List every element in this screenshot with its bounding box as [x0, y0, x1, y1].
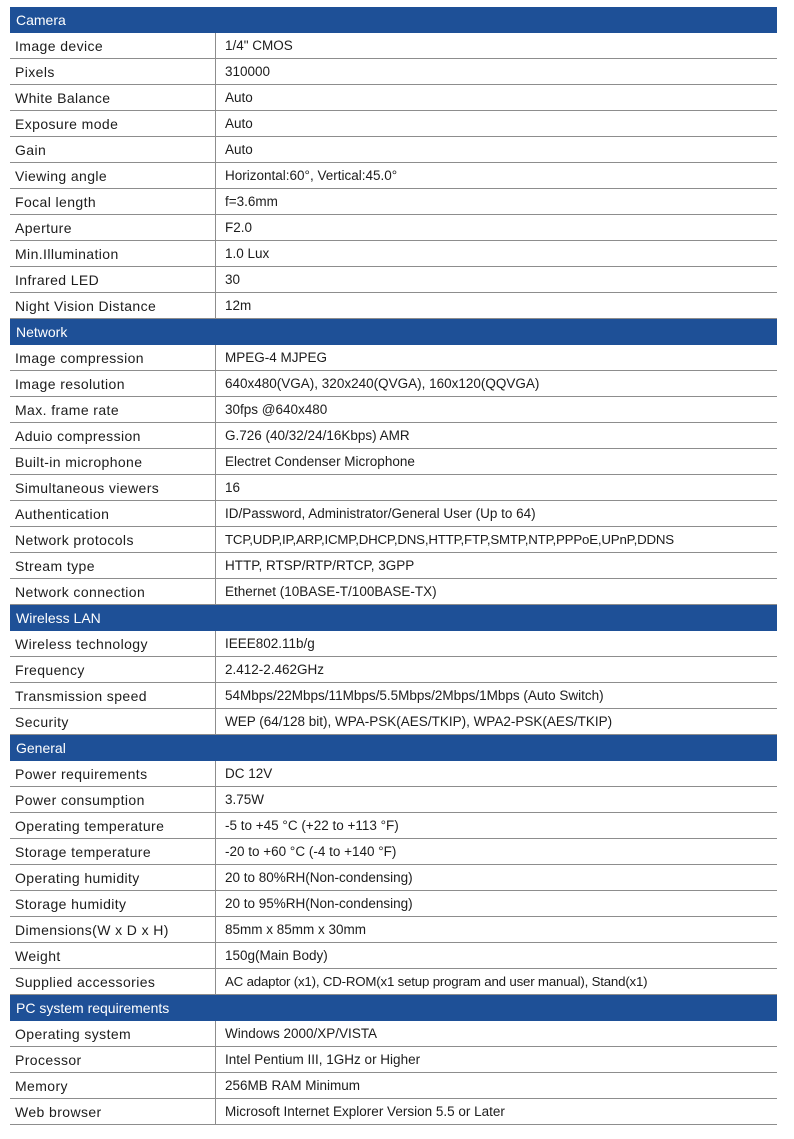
spec-label: Simultaneous viewers	[10, 475, 216, 500]
spec-value: Auto	[225, 116, 253, 131]
spec-row	[10, 917, 777, 943]
spec-value: Microsoft Internet Explorer Version 5.5 or Later	[225, 1104, 505, 1119]
spec-value: -5 to +45 °C (+22 to +113 °F)	[225, 818, 399, 833]
spec-row	[10, 241, 777, 267]
spec-row	[10, 85, 777, 111]
section-general	[10, 735, 777, 995]
spec-value: IEEE802.11b/g	[225, 636, 315, 651]
spec-label: Weight	[10, 943, 216, 968]
section-pc-system-requirements	[10, 995, 777, 1125]
spec-value: G.726 (40/32/24/16Kbps) AMR	[225, 428, 410, 443]
spec-label: Operating humidity	[10, 865, 216, 890]
spec-row	[10, 267, 777, 293]
spec-value: 640x480(VGA), 320x240(QVGA), 160x120(QQVGA)	[225, 376, 540, 391]
spec-row	[10, 761, 777, 787]
spec-row	[10, 293, 777, 319]
spec-label: Operating temperature	[10, 813, 216, 838]
spec-label: Infrared LED	[10, 267, 216, 292]
spec-label: Network connection	[10, 579, 216, 604]
spec-value: 30fps @640x480	[225, 402, 328, 417]
spec-value: 85mm x 85mm x 30mm	[225, 922, 367, 937]
spec-row	[10, 787, 777, 813]
spec-value: 256MB RAM Minimum	[225, 1078, 361, 1093]
spec-row	[10, 475, 777, 501]
spec-label: Dimensions(W x D x H)	[10, 917, 216, 942]
section-header: PC system requirements	[10, 995, 777, 1021]
spec-row	[10, 345, 777, 371]
spec-label: Wireless technology	[10, 631, 216, 656]
spec-row	[10, 59, 777, 85]
spec-row	[10, 137, 777, 163]
spec-value: Ethernet (10BASE-T/100BASE-TX)	[225, 584, 437, 599]
spec-row	[10, 111, 777, 137]
spec-row	[10, 163, 777, 189]
spec-value: 1.0 Lux	[225, 246, 270, 261]
spec-label: Web browser	[10, 1099, 216, 1124]
spec-row	[10, 865, 777, 891]
spec-label: Exposure mode	[10, 111, 216, 136]
section-wireless-lan	[10, 605, 777, 735]
section-header: Camera	[10, 7, 777, 33]
spec-value: 16	[225, 480, 241, 495]
spec-row	[10, 657, 777, 683]
spec-value: DC 12V	[225, 766, 273, 781]
spec-row	[10, 189, 777, 215]
spec-label: Image compression	[10, 345, 216, 370]
spec-label: Storage humidity	[10, 891, 216, 916]
spec-value: Electret Condenser Microphone	[225, 454, 415, 469]
spec-row	[10, 969, 777, 995]
spec-label: Network protocols	[10, 527, 216, 552]
spec-value: Horizontal:60°, Vertical:45.0°	[225, 168, 398, 183]
spec-value: 310000	[225, 64, 271, 79]
spec-row	[10, 839, 777, 865]
spec-row	[10, 215, 777, 241]
spec-label: Transmission speed	[10, 683, 216, 708]
spec-row	[10, 579, 777, 605]
spec-label: Max. frame rate	[10, 397, 216, 422]
spec-value: 150g(Main Body)	[225, 948, 328, 963]
spec-row	[10, 891, 777, 917]
spec-row	[10, 1099, 777, 1125]
spec-value: MPEG-4 MJPEG	[225, 350, 328, 365]
spec-label: Storage temperature	[10, 839, 216, 864]
spec-label: Focal length	[10, 189, 216, 214]
spec-row	[10, 449, 777, 475]
spec-row	[10, 1047, 777, 1073]
spec-label: Power requirements	[10, 761, 216, 786]
spec-row	[10, 501, 777, 527]
spec-value: Auto	[225, 142, 253, 157]
section-header: Wireless LAN	[10, 605, 777, 631]
spec-value: 3.75W	[225, 792, 265, 807]
spec-label: White Balance	[10, 85, 216, 110]
spec-label: Power consumption	[10, 787, 216, 812]
spec-value: ID/Password, Administrator/General User (Up to 64)	[225, 506, 536, 521]
spec-label: Gain	[10, 137, 216, 162]
spec-value: 12m	[225, 298, 252, 313]
spec-value: AC adaptor (x1), CD-ROM(x1 setup program and user manual), Stand(x1)	[225, 974, 648, 989]
spec-label: Processor	[10, 1047, 216, 1072]
spec-label: Image device	[10, 33, 216, 58]
spec-value: Intel Pentium III, 1GHz or Higher	[225, 1052, 421, 1067]
section-network	[10, 319, 777, 605]
section-header: Network	[10, 319, 777, 345]
spec-value: 2.412-2.462GHz	[225, 662, 325, 677]
spec-value: WEP (64/128 bit), WPA-PSK(AES/TKIP), WPA2-PSK(AES/TKIP)	[225, 714, 613, 729]
spec-value: Windows 2000/XP/VISTA	[225, 1026, 378, 1041]
spec-label: Min.Illumination	[10, 241, 216, 266]
spec-label: Built-in microphone	[10, 449, 216, 474]
spec-value: 1/4" CMOS	[225, 38, 293, 53]
spec-row	[10, 527, 777, 553]
spec-value: -20 to +60 °C (-4 to +140 °F)	[225, 844, 397, 859]
spec-label: Security	[10, 709, 216, 734]
spec-value: 20 to 80%RH(Non-condensing)	[225, 870, 413, 885]
spec-label: Viewing angle	[10, 163, 216, 188]
spec-value: f=3.6mm	[225, 194, 278, 209]
spec-row	[10, 423, 777, 449]
spec-row	[10, 1021, 777, 1047]
spec-row	[10, 813, 777, 839]
section-camera	[10, 7, 777, 319]
spec-row	[10, 631, 777, 657]
spec-value: TCP,UDP,IP,ARP,ICMP,DHCP,DNS,HTTP,FTP,SMTP,NTP,PPPoE,UPnP,DDNS	[225, 532, 674, 547]
spec-label: Frequency	[10, 657, 216, 682]
spec-value: F2.0	[225, 220, 253, 235]
spec-row	[10, 709, 777, 735]
spec-label: Pixels	[10, 59, 216, 84]
spec-row	[10, 1073, 777, 1099]
spec-label: Stream type	[10, 553, 216, 578]
section-header: General	[10, 735, 777, 761]
spec-value: Auto	[225, 90, 253, 105]
spec-label: Image resolution	[10, 371, 216, 396]
spec-row	[10, 553, 777, 579]
spec-value: 30	[225, 272, 241, 287]
spec-value: 54Mbps/22Mbps/11Mbps/5.5Mbps/2Mbps/1Mbps (Auto Switch)	[225, 688, 604, 703]
spec-label: Supplied accessories	[10, 969, 216, 994]
spec-value: 20 to 95%RH(Non-condensing)	[225, 896, 413, 911]
spec-row	[10, 683, 777, 709]
spec-row	[10, 33, 777, 59]
spec-label: Operating system	[10, 1021, 216, 1046]
spec-row	[10, 371, 777, 397]
spec-label: Aduio compression	[10, 423, 216, 448]
spec-row	[10, 397, 777, 423]
spec-table	[10, 7, 777, 1125]
spec-label: Night Vision Distance	[10, 293, 216, 318]
spec-label: Memory	[10, 1073, 216, 1098]
spec-value: HTTP, RTSP/RTP/RTCP, 3GPP	[225, 558, 415, 573]
spec-row	[10, 943, 777, 969]
spec-label: Authentication	[10, 501, 216, 526]
spec-label: Aperture	[10, 215, 216, 240]
